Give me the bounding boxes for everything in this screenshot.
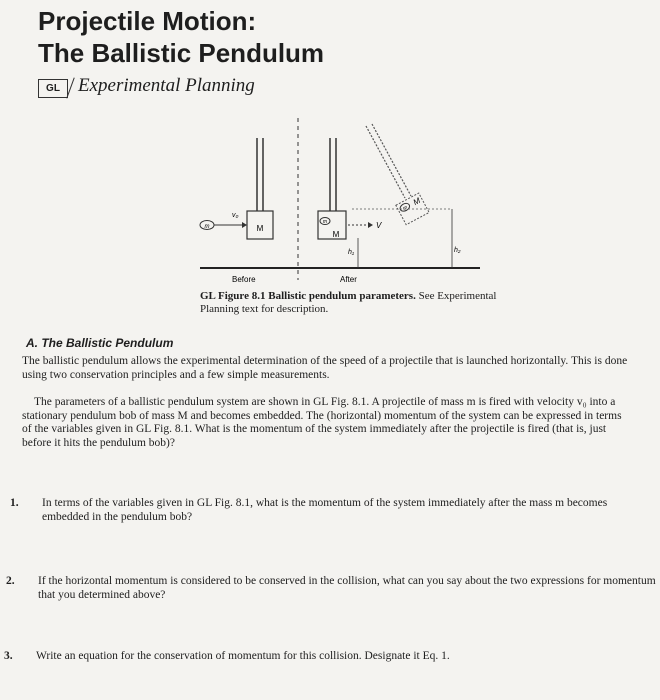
subtitle: Experimental Planning [78,75,255,96]
question-2-text: If the horizontal momentum is considered to be conserved in the collision, what can you say about the two expressions for momentum that you determined above? [38,575,656,601]
title-line-2: The Ballistic Pendulum [38,38,325,68]
raised-string-left [366,126,405,198]
figure-caption [200,290,500,316]
question-3-text: Write an equation for the conservation of momentum for this collision. Designate it Eq. 1. [36,650,450,662]
caption-bold: GL Figure 8.1 Ballistic pendulum parameters. [200,290,416,302]
section-heading: A. The Ballistic Pendulum [26,336,174,350]
h1-label: h₁ [348,249,355,256]
h2-label: h₂ [454,247,461,254]
ballistic-pendulum-figure [190,118,490,288]
question-2-number: 2. [6,575,15,587]
question-2 [6,575,660,602]
question-1-number: 1. [10,497,19,509]
v0-arrowhead [242,222,247,228]
question-3-number: 3. [4,650,13,662]
question-1-text: In terms of the variables given in GL Fig. 8.1, what is the momentum of the system immediately after the mass m becomes embedded in the pendulum bob? [42,497,608,523]
v0-label: v₀ [232,212,239,219]
before-projectile-label: m [204,224,210,230]
raised-string-right [372,124,411,196]
after-projectile-label: m [322,219,328,225]
question-3 [4,650,656,664]
V-arrowhead [368,222,373,228]
before-bob-label: M [256,224,264,233]
caption-rest: See Experimental Planning text for description. [200,290,497,315]
after-label: After [340,275,357,284]
paragraph-2: The parameters of a ballistic pendulum system are shown in GL Fig. 8.1. A projectile of mass m is fired with velocity v₀ into a stationary pendulum bob of mass M and becomes embedded. The (horizontal) momentum of the system can be expressed in terms of the variables given in GL Fig. 8.1. What is the momentum of the system immediately after the projectile is fired (that is, just before it hits the pendulum bob)? [22,396,622,449]
after-bob-label: M [332,230,340,239]
before-label: Before [232,275,256,284]
V-label: V [376,221,382,230]
question-1 [10,497,657,524]
gl-badge: GL [38,79,68,98]
paragraph-1: The ballistic pendulum allows the experimental determination of the speed of a projectile that is launched horizontally. This is done using two conservation principles and a few simple measurements. [22,355,628,381]
raised-projectile-label: m [402,204,409,212]
title-line-1: Projectile Motion: [38,6,257,36]
raised-bob-label: M [411,195,422,208]
